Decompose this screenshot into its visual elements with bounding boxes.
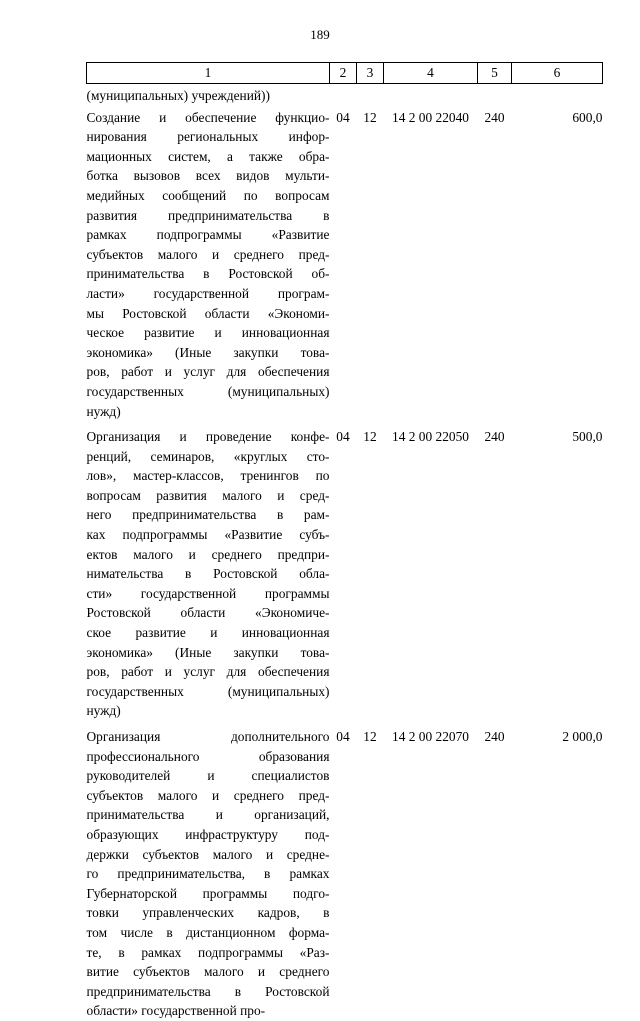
description-line: Организация и проведение конфе- bbox=[86, 429, 330, 445]
header-col-3: 3 bbox=[357, 63, 384, 84]
description-line: руководителей и специалистов bbox=[86, 768, 330, 784]
description-line: принимательства и организаций, bbox=[86, 807, 330, 823]
continuation-row bbox=[87, 84, 603, 106]
row-description bbox=[87, 421, 330, 721]
section-code: 04 bbox=[336, 729, 350, 744]
description-line: медийных сообщений по вопросам bbox=[86, 187, 330, 203]
amount-value: 600,0 bbox=[572, 109, 603, 125]
description-line: сти» государственной программы bbox=[86, 585, 330, 601]
table-row bbox=[87, 106, 603, 422]
description-line: развития предпринимательства в bbox=[86, 207, 330, 223]
description-line: государственных (муниципальных) bbox=[86, 683, 330, 699]
description-line: нимательства в Ростовской обла- bbox=[86, 566, 330, 582]
table-header-row bbox=[87, 63, 603, 84]
description-line: образующих инфраструктуру под- bbox=[86, 826, 330, 842]
table-row bbox=[87, 421, 603, 721]
subsection-code: 12 bbox=[363, 109, 377, 125]
target-article-code: 14 2 00 22050 bbox=[392, 429, 469, 445]
description-line: принимательства в Ростовской об- bbox=[86, 266, 330, 282]
description-line: Организация дополнительного bbox=[86, 729, 330, 744]
description-line: вопросам развития малого и сред- bbox=[86, 487, 330, 503]
description-line: нужд) bbox=[86, 703, 121, 719]
description-line: предпринимательства в Ростовской bbox=[86, 983, 330, 999]
description-line: ботка вызовов всех видов мульти- bbox=[86, 168, 330, 184]
description-line: субъектов малого и среднего пред- bbox=[86, 787, 330, 803]
description-line: экономика» (Иные закупки това- bbox=[86, 644, 330, 660]
target-article-code: 14 2 00 22040 bbox=[392, 109, 469, 125]
description-line: Губернаторской программы подго- bbox=[86, 885, 330, 901]
continuation-text: (муниципальных) учреждений)) bbox=[86, 88, 270, 103]
description-line: ческое развитие и инновационная bbox=[86, 325, 330, 341]
description-line: экономика» (Иные закупки това- bbox=[86, 344, 330, 360]
amount-value: 500,0 bbox=[572, 429, 603, 445]
subsection-code: 12 bbox=[363, 429, 377, 445]
table-row bbox=[87, 721, 603, 1021]
row-description bbox=[87, 106, 330, 422]
description-line: ренций, семинаров, «круглых сто- bbox=[86, 448, 330, 464]
description-line: те, в рамках подпрограммы «Раз- bbox=[86, 944, 330, 960]
description-line: ров, работ и услуг для обеспечения bbox=[86, 364, 330, 380]
description-line: ектов малого и среднего предпри- bbox=[86, 546, 330, 562]
description-line: витие субъектов малого и среднего bbox=[86, 964, 330, 980]
description-line: держки субъектов малого и средне- bbox=[86, 846, 330, 862]
description-line: субъектов малого и среднего пред- bbox=[86, 246, 330, 262]
description-line: Создание и обеспечение функцио- bbox=[86, 109, 330, 125]
description-line: лов», мастер-классов, тренингов по bbox=[86, 468, 330, 484]
description-line: мы Ростовской области «Экономи- bbox=[86, 305, 330, 321]
header-col-1: 1 bbox=[87, 63, 330, 84]
description-line: том числе в дистанционном форма- bbox=[86, 924, 330, 940]
description-line: рамках подпрограммы «Развитие bbox=[86, 227, 330, 243]
expense-type-code: 240 bbox=[484, 429, 505, 445]
description-line: ках подпрограммы «Развитие субъ- bbox=[86, 527, 330, 543]
description-line: области» государственной про- bbox=[86, 1003, 266, 1019]
target-article-code: 14 2 00 22070 bbox=[392, 729, 469, 744]
header-col-6: 6 bbox=[512, 63, 603, 84]
expense-type-code: 240 bbox=[484, 109, 505, 125]
expense-type-code: 240 bbox=[484, 729, 505, 744]
section-code: 04 bbox=[336, 429, 350, 445]
description-line: ров, работ и услуг для обеспечения bbox=[86, 664, 330, 680]
subsection-code: 12 bbox=[363, 729, 377, 744]
description-line: ское развитие и инновационная bbox=[86, 625, 330, 641]
row-description bbox=[87, 721, 330, 1021]
description-line: государственных (муниципальных) bbox=[86, 383, 330, 399]
description-line: ласти» государственной програм- bbox=[86, 285, 330, 301]
description-line: товки управленческих кадров, в bbox=[86, 905, 330, 921]
description-line: нирования региональных инфор- bbox=[86, 129, 330, 145]
amount-value: 2 000,0 bbox=[562, 729, 603, 744]
header-col-4: 4 bbox=[384, 63, 478, 84]
description-line: нужд) bbox=[86, 403, 121, 419]
page-number: 189 bbox=[310, 27, 330, 42]
description-line: профессионального образования bbox=[86, 748, 330, 764]
description-line: него предпринимательства в рам- bbox=[86, 507, 330, 523]
header-col-5: 5 bbox=[478, 63, 512, 84]
description-line: Ростовской области «Экономиче- bbox=[86, 605, 330, 621]
section-code: 04 bbox=[336, 109, 350, 125]
description-line: мационных систем, а также обра- bbox=[86, 148, 330, 164]
description-line: го предпринимательства, в рамках bbox=[86, 866, 330, 882]
budget-table bbox=[86, 62, 603, 1021]
header-col-2: 2 bbox=[330, 63, 357, 84]
